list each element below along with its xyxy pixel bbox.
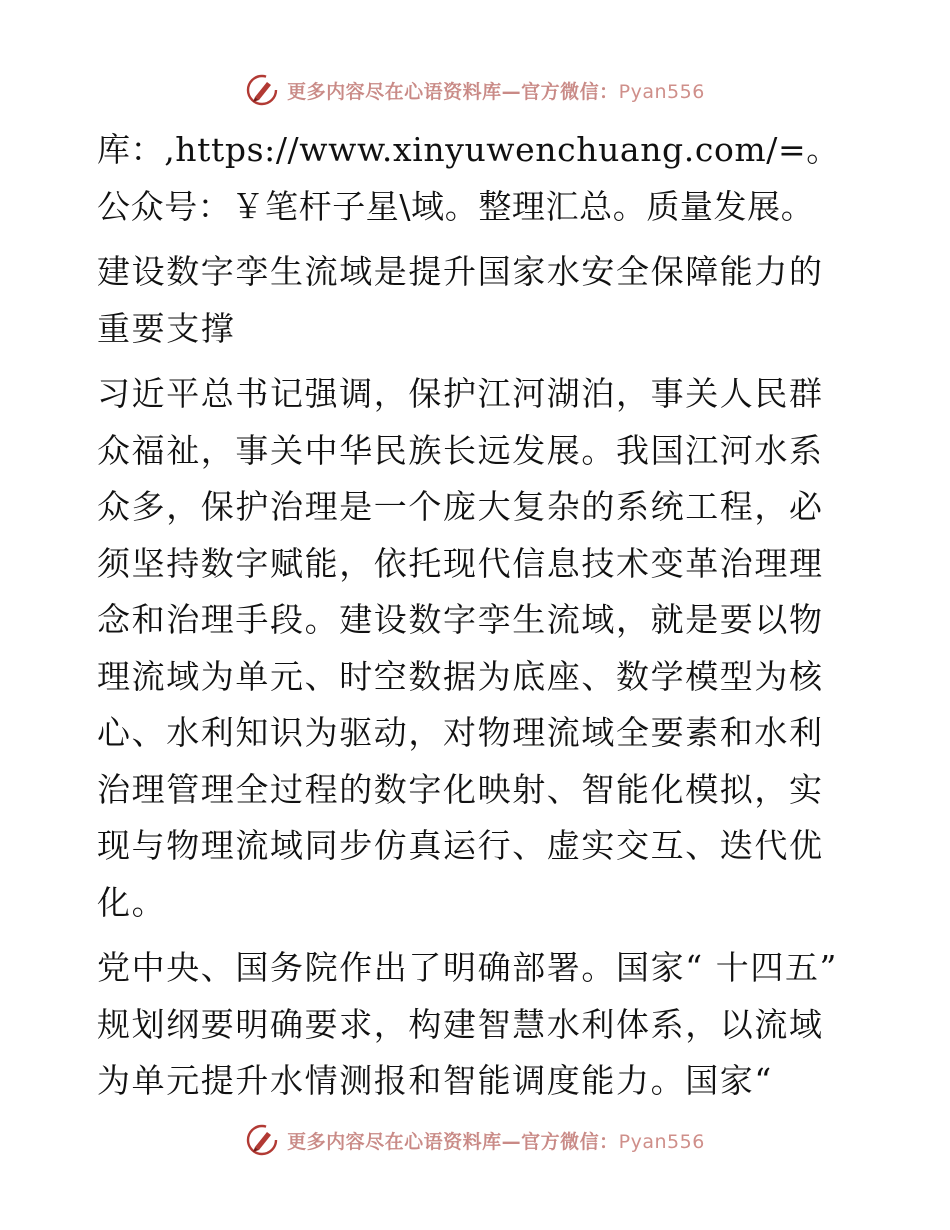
banner-text: 更多内容尽在心语资料库—官方微信：Pyan556 [287,1130,705,1153]
footer-banner [0,1120,950,1160]
header-banner [0,70,950,110]
document-body [97,122,857,1119]
paragraph-source-note: 库：,https://www.xinyuwenchuang.com/=。公众号：￥笔杆子星\域。整理汇总。质量发展。 [97,130,840,226]
banner-text: 更多内容尽在心语资料库—官方微信：Pyan556 [287,80,705,103]
pen-logo-icon [245,1123,279,1157]
paragraph-body-2: 党中央、国务院作出了明确部署。国家“ 十四五” 规划纲要明确要求，构建智慧水利体系，以流域为单元提升水情测报和智能调度能力。国家“ [97,948,839,1100]
wechat-id: Pyan556 [618,1130,705,1153]
paragraph-heading: 建设数字孪生流域是提升国家水安全保障能力的重要支撑 [97,252,824,348]
pen-logo-icon [245,73,279,107]
paragraph-body-1: 习近平总书记强调，保护江河湖泊，事关人民群众福祉，事关中华民族长远发展。我国江河水系众多，保护治理是一个庞大复杂的系统工程，必须坚持数字赋能，依托现代信息技术变革治理理念和治理手段。建设数字孪生流域，就是要以物理流域为单元、时空数据为底座、数学模型为核心、水利知识为驱动，对物理流域全要素和水利治理管理全过程的数字化映射、智能化模拟，实现与物理流域同步仿真运行、虚实交互、迭代优化。 [97,374,824,922]
wechat-id: Pyan556 [618,80,705,103]
